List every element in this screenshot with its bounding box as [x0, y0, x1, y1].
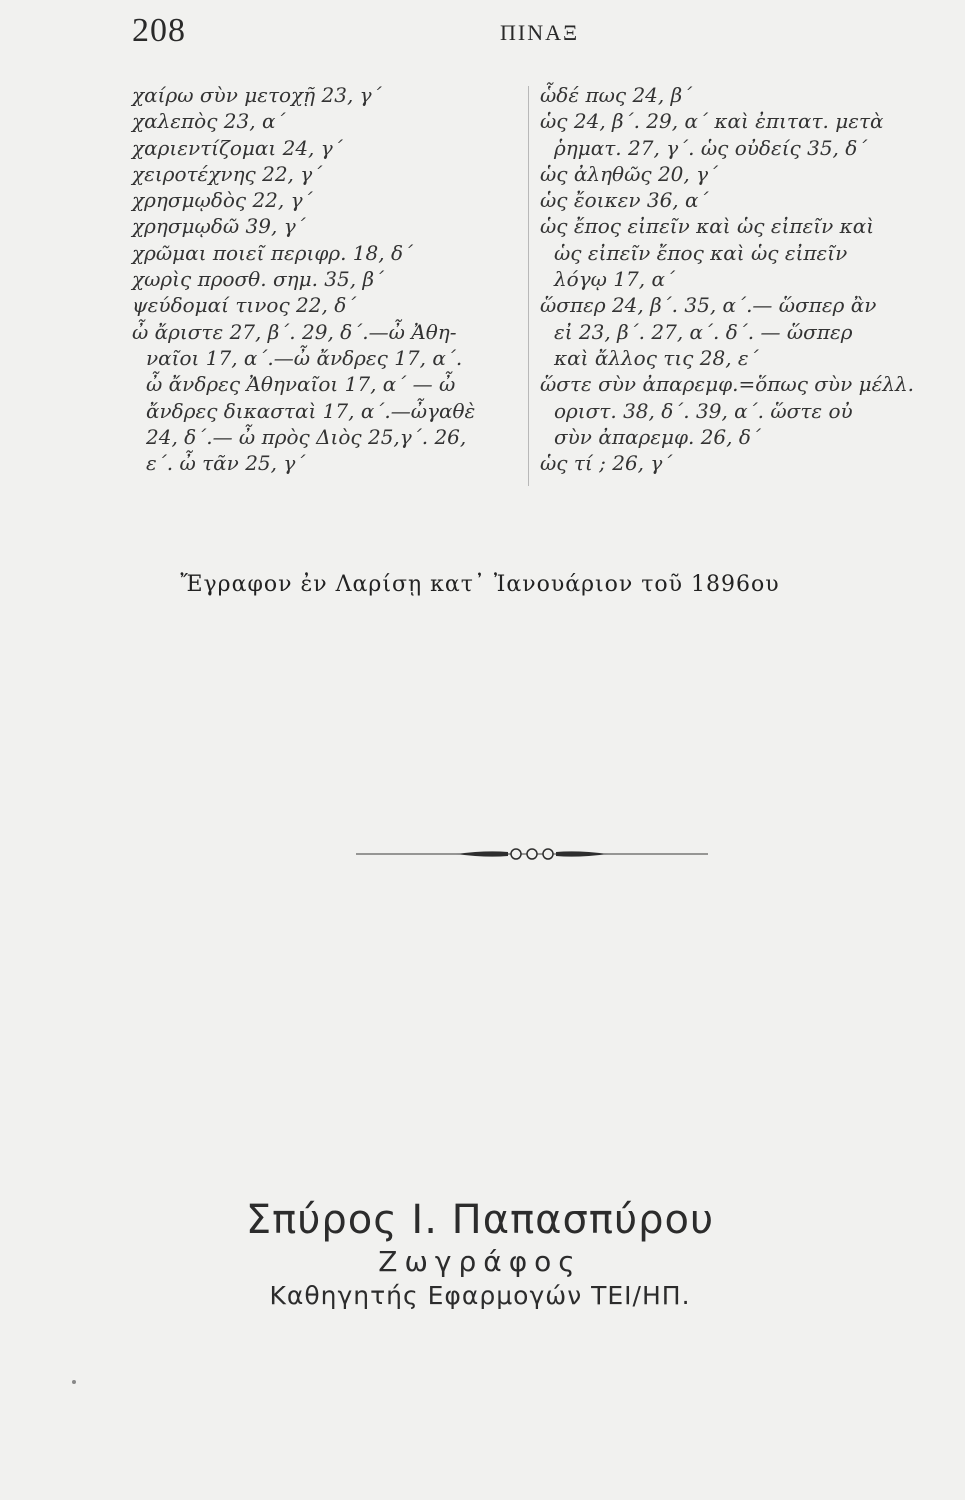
- ornament-divider: [356, 842, 708, 866]
- colophon: Ἔγραφον ἐν Λαρίσῃ κατ᾽ Ἰανουάριον τοῦ 1896ου: [180, 572, 780, 597]
- index-entry: ε΄. ὦ τᾶν 25, γ΄: [146, 451, 306, 476]
- index-entry: χειροτέχνης 22, γ΄: [132, 161, 323, 186]
- index-entry: ὡς ἔοικεν 36, α΄: [540, 188, 709, 213]
- index-entry: ναῖοι 17, α΄.—ὦ ἄνδρες 17, α΄.: [146, 345, 463, 370]
- index-entry: οριστ. 38, δ΄. 39, α΄. ὥστε οὐ: [554, 398, 853, 423]
- index-entry: ὦ ἄριστε 27, β΄. 29, δ΄.—ὦ Ἀθη-: [132, 319, 457, 344]
- index-entry: ὥστε σὺν ἀπαρεμφ.=ὅπως σὺν μέλλ.: [540, 372, 915, 397]
- index-entry: χαίρω σὺν μετοχῇ 23, γ΄: [132, 83, 382, 107]
- stamp-name: Σπύρος Ι. Παπασπύρου: [245, 1197, 715, 1243]
- index-entry: χρησμῳδὸς 22, γ΄: [132, 188, 313, 213]
- index-entry: χωρὶς προσθ. σημ. 35, β΄: [132, 267, 385, 292]
- index-entry: 24, δ΄.— ὦ πρὸς Διὸς 25,γ΄. 26,: [146, 424, 467, 449]
- stamp-role: Ζωγράφος: [378, 1245, 582, 1278]
- index-entry: ψεύδομαί τινος 22, δ΄: [132, 293, 357, 318]
- index-entry: ὡς ἔπος εἰπεῖν καὶ ὡς εἰπεῖν καὶ: [540, 214, 875, 239]
- running-head: ΠΙΝΑΞ: [500, 20, 580, 45]
- column-divider: [528, 86, 529, 486]
- index-entry: σὺν ἀπαρεμφ. 26, δ΄: [554, 424, 761, 449]
- paper-speck: [72, 1380, 76, 1384]
- index-entry: ὡς εἰπεῖν ἔπος καὶ ὡς εἰπεῖν: [554, 240, 848, 265]
- index-entry: ὡς 24, β΄. 29, α΄ καὶ ἐπιτατ. μετὰ: [540, 109, 884, 134]
- index-entry: ὦ ἄνδρες Ἀθηναῖοι 17, α΄ — ὦ: [146, 372, 456, 397]
- index-entry: ὧδέ πως 24, β΄: [540, 83, 693, 107]
- index-entry: ὥσπερ 24, β΄. 35, α΄.— ὥσπερ ἂν: [540, 293, 877, 318]
- page-number: 208: [132, 12, 186, 49]
- index-entry: χαριεντίζομαι 24, γ΄: [132, 135, 343, 160]
- index-entry: χρῶμαι ποιεῖ περιφρ. 18, δ΄: [132, 240, 414, 265]
- owner-stamp: [150, 1195, 810, 1313]
- index-entry: ὡς τί ; 26, γ΄: [540, 451, 673, 476]
- index-entry: εἰ 23, β΄. 27, α΄. δ΄. — ὥσπερ: [554, 319, 853, 344]
- index-entry: ἄνδρες δικασταὶ 17, α΄.—ὦγαθὲ: [146, 398, 476, 423]
- index-entry: χρησμῳδῶ 39, γ΄: [132, 214, 306, 239]
- index-entry: λόγῳ 17, α΄: [554, 267, 676, 292]
- index-right-column: [540, 82, 940, 476]
- stamp-affiliation: Καθηγητής Εφαρμογών ΤΕΙ/ΗΠ.: [269, 1281, 691, 1310]
- index-entry: καὶ ἄλλος τις 28, ε΄: [554, 345, 759, 370]
- index-entry: ὡς ἀληθῶς 20, γ΄: [540, 161, 719, 186]
- index-entry: χαλεπὸς 23, α΄: [132, 109, 286, 134]
- index-entry: ῥηματ. 27, γ΄. ὡς οὐδείς 35, δ΄: [554, 135, 868, 160]
- index-left-column: [132, 82, 522, 476]
